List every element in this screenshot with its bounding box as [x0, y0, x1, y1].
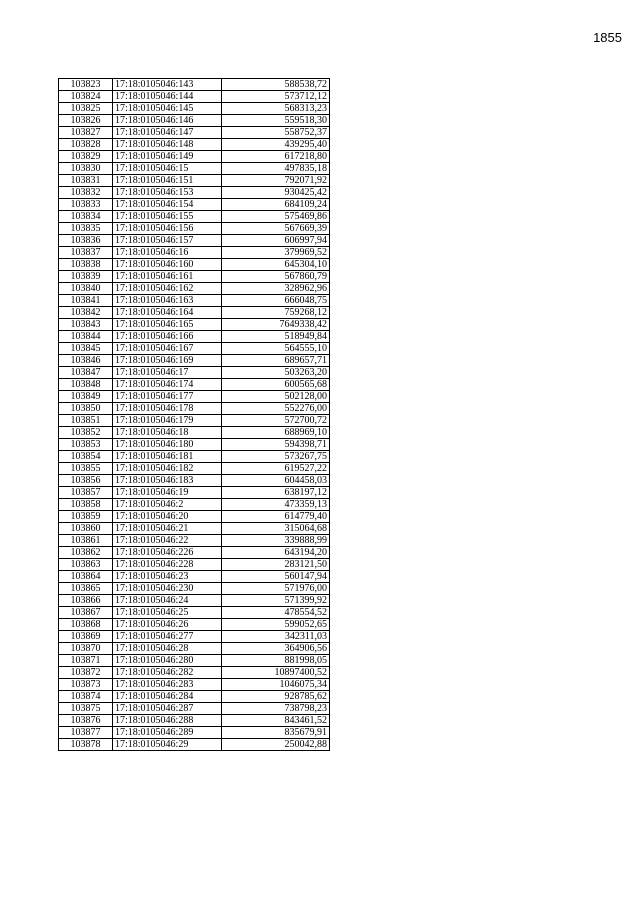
table-row [59, 595, 330, 607]
row-number-cell: 103877 [59, 727, 113, 739]
cadastral-number-cell: 17:18:0105046:180 [113, 439, 222, 451]
row-number-cell: 103849 [59, 391, 113, 403]
cadastral-number-cell: 17:18:0105046:277 [113, 631, 222, 643]
row-number-cell: 103872 [59, 667, 113, 679]
table-row [59, 643, 330, 655]
table-row [59, 103, 330, 115]
table-row [59, 739, 330, 751]
row-number-cell: 103878 [59, 739, 113, 751]
value-cell: 881998,05 [222, 655, 330, 667]
row-number-cell: 103867 [59, 607, 113, 619]
row-number-cell: 103859 [59, 511, 113, 523]
cadastral-number-cell: 17:18:0105046:178 [113, 403, 222, 415]
row-number-cell: 103857 [59, 487, 113, 499]
table-row [59, 151, 330, 163]
cadastral-number-cell: 17:18:0105046:174 [113, 379, 222, 391]
cadastral-number-cell: 17:18:0105046:284 [113, 691, 222, 703]
value-cell: 619527,22 [222, 463, 330, 475]
value-cell: 1046075,34 [222, 679, 330, 691]
row-number-cell: 103865 [59, 583, 113, 595]
row-number-cell: 103829 [59, 151, 113, 163]
row-number-cell: 103839 [59, 271, 113, 283]
cadastral-number-cell: 17:18:0105046:230 [113, 583, 222, 595]
table-row [59, 547, 330, 559]
cadastral-number-cell: 17:18:0105046:282 [113, 667, 222, 679]
value-cell: 594398,71 [222, 439, 330, 451]
table-row [59, 199, 330, 211]
table-row [59, 223, 330, 235]
row-number-cell: 103825 [59, 103, 113, 115]
row-number-cell: 103866 [59, 595, 113, 607]
cadastral-number-cell: 17:18:0105046:162 [113, 283, 222, 295]
value-cell: 283121,50 [222, 559, 330, 571]
value-cell: 645304,10 [222, 259, 330, 271]
cadastral-number-cell: 17:18:0105046:18 [113, 427, 222, 439]
row-number-cell: 103827 [59, 127, 113, 139]
cadastral-number-cell: 17:18:0105046:16 [113, 247, 222, 259]
table-row [59, 439, 330, 451]
row-number-cell: 103842 [59, 307, 113, 319]
row-number-cell: 103831 [59, 175, 113, 187]
value-cell: 364906,56 [222, 643, 330, 655]
value-cell: 328962,96 [222, 283, 330, 295]
cadastral-number-cell: 17:18:0105046:153 [113, 187, 222, 199]
table-row [59, 139, 330, 151]
row-number-cell: 103870 [59, 643, 113, 655]
cadastral-number-cell: 17:18:0105046:147 [113, 127, 222, 139]
row-number-cell: 103833 [59, 199, 113, 211]
value-cell: 666048,75 [222, 295, 330, 307]
table-row [59, 463, 330, 475]
row-number-cell: 103836 [59, 235, 113, 247]
row-number-cell: 103832 [59, 187, 113, 199]
table-row [59, 631, 330, 643]
value-cell: 560147,94 [222, 571, 330, 583]
row-number-cell: 103860 [59, 523, 113, 535]
table-row [59, 487, 330, 499]
cadastral-number-cell: 17:18:0105046:26 [113, 619, 222, 631]
table-row [59, 691, 330, 703]
cadastral-number-cell: 17:18:0105046:169 [113, 355, 222, 367]
row-number-cell: 103855 [59, 463, 113, 475]
table-row [59, 607, 330, 619]
value-cell: 571976,00 [222, 583, 330, 595]
cadastral-number-cell: 17:18:0105046:25 [113, 607, 222, 619]
cadastral-number-cell: 17:18:0105046:148 [113, 139, 222, 151]
table-row [59, 475, 330, 487]
table-row [59, 571, 330, 583]
row-number-cell: 103824 [59, 91, 113, 103]
table-row [59, 727, 330, 739]
row-number-cell: 103871 [59, 655, 113, 667]
value-cell: 689657,71 [222, 355, 330, 367]
cadastral-number-cell: 17:18:0105046:182 [113, 463, 222, 475]
value-cell: 604458,03 [222, 475, 330, 487]
cadastral-number-cell: 17:18:0105046:165 [113, 319, 222, 331]
cadastral-number-cell: 17:18:0105046:226 [113, 547, 222, 559]
table-row [59, 415, 330, 427]
cadastral-number-cell: 17:18:0105046:145 [113, 103, 222, 115]
row-number-cell: 103850 [59, 403, 113, 415]
table-row [59, 187, 330, 199]
value-cell: 568313,23 [222, 103, 330, 115]
row-number-cell: 103853 [59, 439, 113, 451]
table-row [59, 679, 330, 691]
table-row [59, 331, 330, 343]
row-number-cell: 103844 [59, 331, 113, 343]
cadastral-number-cell: 17:18:0105046:24 [113, 595, 222, 607]
value-cell: 518949,84 [222, 331, 330, 343]
cadastral-number-cell: 17:18:0105046:143 [113, 79, 222, 91]
cadastral-number-cell: 17:18:0105046:289 [113, 727, 222, 739]
value-cell: 684109,24 [222, 199, 330, 211]
row-number-cell: 103851 [59, 415, 113, 427]
table-row [59, 175, 330, 187]
table-row [59, 91, 330, 103]
table-row [59, 235, 330, 247]
cadastral-number-cell: 17:18:0105046:179 [113, 415, 222, 427]
row-number-cell: 103874 [59, 691, 113, 703]
cadastral-number-cell: 17:18:0105046:15 [113, 163, 222, 175]
row-number-cell: 103862 [59, 547, 113, 559]
value-cell: 10897400,52 [222, 667, 330, 679]
row-number-cell: 103847 [59, 367, 113, 379]
cadastral-number-cell: 17:18:0105046:28 [113, 643, 222, 655]
table-row [59, 619, 330, 631]
cadastral-number-cell: 17:18:0105046:183 [113, 475, 222, 487]
table-row [59, 499, 330, 511]
value-cell: 379969,52 [222, 247, 330, 259]
table-row [59, 379, 330, 391]
table-row [59, 319, 330, 331]
cadastral-number-cell: 17:18:0105046:228 [113, 559, 222, 571]
value-cell: 588538,72 [222, 79, 330, 91]
value-cell: 606997,94 [222, 235, 330, 247]
value-cell: 738798,23 [222, 703, 330, 715]
row-number-cell: 103843 [59, 319, 113, 331]
row-number-cell: 103864 [59, 571, 113, 583]
table-row [59, 403, 330, 415]
value-cell: 250042,88 [222, 739, 330, 751]
cadastral-number-cell: 17:18:0105046:144 [113, 91, 222, 103]
value-cell: 558752,37 [222, 127, 330, 139]
cadastral-number-cell: 17:18:0105046:161 [113, 271, 222, 283]
cadastral-number-cell: 17:18:0105046:163 [113, 295, 222, 307]
table-row [59, 271, 330, 283]
cadastral-number-cell: 17:18:0105046:19 [113, 487, 222, 499]
table-row [59, 343, 330, 355]
value-cell: 564555,10 [222, 343, 330, 355]
value-cell: 573712,12 [222, 91, 330, 103]
value-cell: 339888,99 [222, 535, 330, 547]
table-row [59, 391, 330, 403]
cadastral-number-cell: 17:18:0105046:164 [113, 307, 222, 319]
table-row [59, 79, 330, 91]
cadastral-number-cell: 17:18:0105046:157 [113, 235, 222, 247]
cadastral-number-cell: 17:18:0105046:22 [113, 535, 222, 547]
row-number-cell: 103848 [59, 379, 113, 391]
row-number-cell: 103873 [59, 679, 113, 691]
row-number-cell: 103835 [59, 223, 113, 235]
row-number-cell: 103863 [59, 559, 113, 571]
table-row [59, 535, 330, 547]
value-cell: 473359,13 [222, 499, 330, 511]
value-cell: 552276,00 [222, 403, 330, 415]
row-number-cell: 103841 [59, 295, 113, 307]
value-cell: 478554,52 [222, 607, 330, 619]
row-number-cell: 103875 [59, 703, 113, 715]
table-row [59, 583, 330, 595]
value-cell: 342311,03 [222, 631, 330, 643]
row-number-cell: 103854 [59, 451, 113, 463]
table-row [59, 295, 330, 307]
row-number-cell: 103861 [59, 535, 113, 547]
row-number-cell: 103823 [59, 79, 113, 91]
row-number-cell: 103868 [59, 619, 113, 631]
value-cell: 559518,30 [222, 115, 330, 127]
page-number: 1855 [593, 30, 622, 45]
table-row [59, 427, 330, 439]
row-number-cell: 103826 [59, 115, 113, 127]
table-row [59, 163, 330, 175]
value-cell: 571399,92 [222, 595, 330, 607]
table-row [59, 667, 330, 679]
cadastral-number-cell: 17:18:0105046:20 [113, 511, 222, 523]
table-row [59, 451, 330, 463]
cadastral-number-cell: 17:18:0105046:287 [113, 703, 222, 715]
row-number-cell: 103834 [59, 211, 113, 223]
value-cell: 7649338,42 [222, 319, 330, 331]
value-cell: 617218,80 [222, 151, 330, 163]
value-cell: 567860,79 [222, 271, 330, 283]
table-row [59, 247, 330, 259]
cadastral-number-cell: 17:18:0105046:17 [113, 367, 222, 379]
table-body [59, 79, 330, 751]
row-number-cell: 103852 [59, 427, 113, 439]
cadastral-number-cell: 17:18:0105046:146 [113, 115, 222, 127]
cadastral-number-cell: 17:18:0105046:160 [113, 259, 222, 271]
value-cell: 599052,65 [222, 619, 330, 631]
value-cell: 759268,12 [222, 307, 330, 319]
table-row [59, 367, 330, 379]
value-cell: 315064,68 [222, 523, 330, 535]
value-cell: 502128,00 [222, 391, 330, 403]
row-number-cell: 103840 [59, 283, 113, 295]
table-row [59, 307, 330, 319]
value-cell: 792071,92 [222, 175, 330, 187]
row-number-cell: 103856 [59, 475, 113, 487]
value-cell: 575469,86 [222, 211, 330, 223]
value-cell: 600565,68 [222, 379, 330, 391]
value-cell: 928785,62 [222, 691, 330, 703]
cadastral-number-cell: 17:18:0105046:283 [113, 679, 222, 691]
value-cell: 688969,10 [222, 427, 330, 439]
row-number-cell: 103876 [59, 715, 113, 727]
value-cell: 497835,18 [222, 163, 330, 175]
cadastral-number-cell: 17:18:0105046:181 [113, 451, 222, 463]
value-cell: 614779,40 [222, 511, 330, 523]
row-number-cell: 103830 [59, 163, 113, 175]
table-row [59, 259, 330, 271]
row-number-cell: 103845 [59, 343, 113, 355]
cadastral-number-cell: 17:18:0105046:155 [113, 211, 222, 223]
cadastral-number-cell: 17:18:0105046:156 [113, 223, 222, 235]
cadastral-number-cell: 17:18:0105046:149 [113, 151, 222, 163]
row-number-cell: 103837 [59, 247, 113, 259]
cadastral-number-cell: 17:18:0105046:29 [113, 739, 222, 751]
cadastral-number-cell: 17:18:0105046:280 [113, 655, 222, 667]
table-row [59, 211, 330, 223]
cadastral-number-cell: 17:18:0105046:166 [113, 331, 222, 343]
value-cell: 930425,42 [222, 187, 330, 199]
row-number-cell: 103858 [59, 499, 113, 511]
value-cell: 573267,75 [222, 451, 330, 463]
table-row [59, 115, 330, 127]
table-row [59, 655, 330, 667]
value-cell: 643194,20 [222, 547, 330, 559]
row-number-cell: 103828 [59, 139, 113, 151]
cadastral-number-cell: 17:18:0105046:177 [113, 391, 222, 403]
row-number-cell: 103846 [59, 355, 113, 367]
value-cell: 439295,40 [222, 139, 330, 151]
cadastral-number-cell: 17:18:0105046:21 [113, 523, 222, 535]
table-row [59, 523, 330, 535]
table-row [59, 127, 330, 139]
value-cell: 835679,91 [222, 727, 330, 739]
cadastral-number-cell: 17:18:0105046:2 [113, 499, 222, 511]
cadastral-number-cell: 17:18:0105046:167 [113, 343, 222, 355]
data-table [58, 78, 330, 751]
table-row [59, 559, 330, 571]
table-row [59, 511, 330, 523]
table-row [59, 283, 330, 295]
table-row [59, 355, 330, 367]
cadastral-number-cell: 17:18:0105046:154 [113, 199, 222, 211]
table-row [59, 715, 330, 727]
value-cell: 503263,20 [222, 367, 330, 379]
cadastral-number-cell: 17:18:0105046:288 [113, 715, 222, 727]
row-number-cell: 103869 [59, 631, 113, 643]
cadastral-number-cell: 17:18:0105046:23 [113, 571, 222, 583]
value-cell: 843461,52 [222, 715, 330, 727]
value-cell: 572700,72 [222, 415, 330, 427]
value-cell: 638197,12 [222, 487, 330, 499]
value-cell: 567669,39 [222, 223, 330, 235]
cadastral-number-cell: 17:18:0105046:151 [113, 175, 222, 187]
table-row [59, 703, 330, 715]
row-number-cell: 103838 [59, 259, 113, 271]
